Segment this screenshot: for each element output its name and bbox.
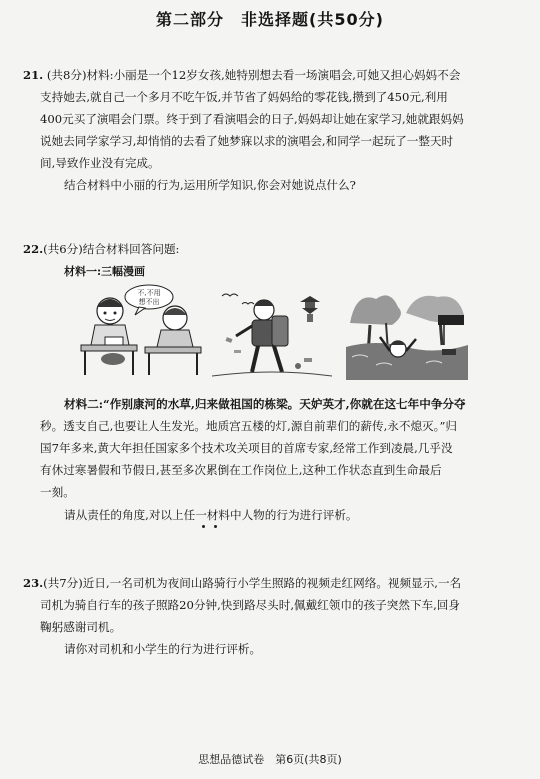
- q21-line-4: 说她去同学家学习,却悄悄的去看了她梦寐以求的演唱会,和同学一起玩了一整天时: [40, 134, 454, 148]
- q21-line-2: 支持她去,就自己一个多月不吃午饭,并节省了妈妈给的零花钱,攒到了450元,利用: [40, 90, 448, 104]
- q23-line-1: 23.(共7分)近日,一名司机为夜间山路骑行小学生照路的视频走红网络。视频显示,一名: [23, 576, 462, 590]
- q22-number: 22.: [23, 242, 44, 256]
- emphasis-dot: [214, 525, 217, 528]
- q23-line-3: 鞠躬感谢司机。: [40, 620, 122, 634]
- q21-question: 结合材料中小丽的行为,运用所学知识,你会对她说点什么?: [64, 178, 356, 192]
- material-2-line-3: 国7年多来,黄大年担任国家多个技术攻关项目的首席专家,经常工作到凌晨,几乎没: [40, 441, 453, 455]
- comic-speech-text-2: 想不出: [138, 298, 160, 306]
- material-2-line-5: 一刻。: [40, 485, 75, 499]
- page-footer: 思想品德试卷 第6页(共8页): [198, 753, 342, 766]
- q23-number: 23.: [23, 576, 44, 590]
- q23-line-2: 司机为骑自行车的孩子照路20分钟,快到路尽头时,佩戴红领巾的孩子突然下车,回身: [40, 598, 460, 612]
- q21-line-1: 21. (共8分)材料:小丽是一个12岁女孩,她特别想去看一场演唱会,可她又担心妈妈不会: [23, 68, 461, 82]
- q22-question: 请从责任的角度,对以上任一材料中人物的行为进行评析。: [64, 508, 358, 522]
- material-1-label: 材料一:三幅漫画: [64, 265, 146, 278]
- q21-number: 21.: [23, 68, 44, 82]
- q23-question: 请你对司机和小学生的行为进行评析。: [64, 642, 262, 656]
- q22-intro-line: 22.(共6分)结合材料回答问题:: [23, 242, 180, 256]
- material-2-line-1: 材料二:“作别康河的水草,归来做祖国的栋梁。天妒英才,你就在这七年中争分夺: [64, 397, 466, 411]
- section-title: 第二部分 非选择题(共50分): [156, 10, 384, 29]
- material-2-line-4: 有休过寒暑假和节假日,甚至多次累倒在工作岗位上,这种工作状态直到生命最后: [40, 463, 442, 477]
- q21-line-3: 400元买了演唱会门票。终于到了看演唱会的日子,妈妈却让她在家学习,她就跟妈妈: [40, 112, 464, 126]
- material-2-line-2: 秒。透支自己,也要让人生发光。地质宫五楼的灯,源自前辈们的薪传,永不熄灭。”归: [40, 419, 457, 433]
- comic-speech-text: 不,不用: [137, 289, 161, 297]
- comic-swimming-danger-image: [346, 285, 468, 380]
- emphasis-dot: [202, 525, 205, 528]
- comic-hiker-littering-image: [212, 288, 332, 380]
- comic-classroom-image: [75, 283, 205, 378]
- q21-line-5: 间,导致作业没有完成。: [40, 156, 160, 170]
